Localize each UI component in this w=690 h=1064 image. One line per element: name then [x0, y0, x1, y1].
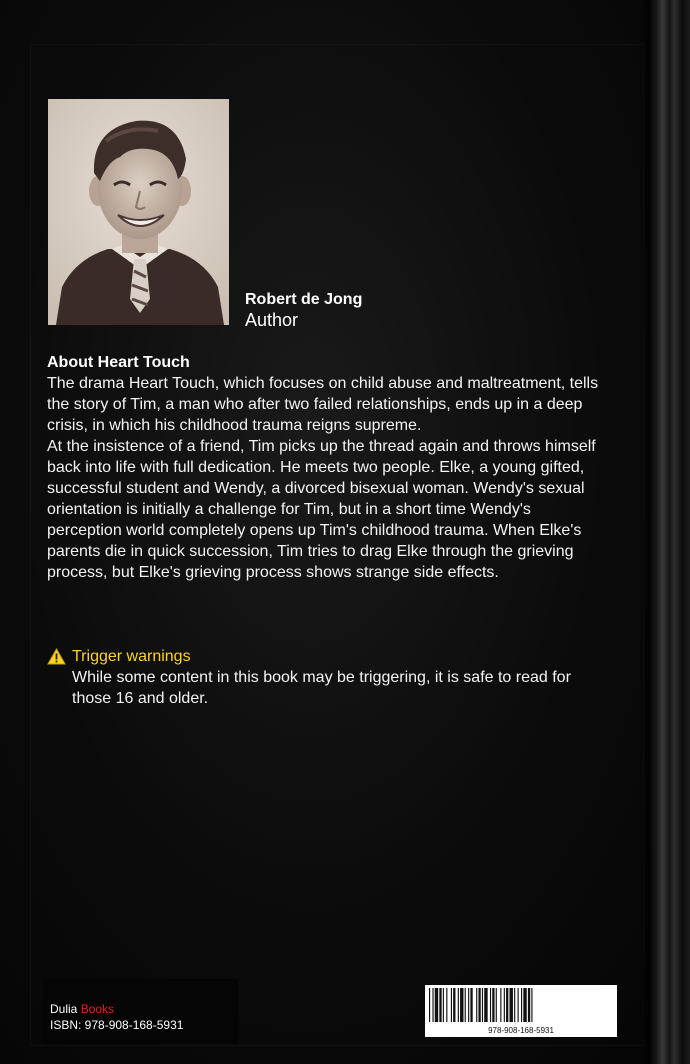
barcode-bar: [500, 988, 501, 1022]
book-spine: [650, 0, 690, 1064]
trigger-warning-header: [47, 646, 607, 667]
barcode-bar: [482, 988, 483, 1022]
barcode-number: 978-908-168-5931: [488, 1026, 554, 1035]
barcode-bar: [518, 988, 519, 1022]
barcode-bar: [506, 988, 508, 1022]
publisher-brand: Dulia: [50, 1002, 78, 1016]
barcode-bar: [496, 988, 497, 1022]
barcode-bar: [470, 988, 472, 1022]
barcode-bar: [443, 988, 444, 1022]
trigger-warning-text: While some content in this book may be triggering, it is safe to read for those 16 and older.: [72, 669, 571, 707]
author-name: Robert de Jong: [245, 291, 363, 308]
spine-shadow: [640, 0, 650, 1064]
barcode-bar: [451, 988, 452, 1022]
barcode-bar: [492, 988, 494, 1022]
isbn-text: ISBN: 978-908-168-5931: [50, 1018, 184, 1032]
author-photo: [48, 99, 229, 325]
barcode-bar: [478, 988, 480, 1022]
author-role: Author: [245, 310, 299, 330]
barcode-bar: [523, 988, 526, 1022]
barcode: [425, 985, 617, 1037]
barcode-bar: [510, 988, 513, 1022]
barcode-bar: [432, 988, 433, 1022]
about-title: About Heart Touch: [47, 354, 190, 371]
barcode-bar: [484, 988, 487, 1022]
barcode-bar: [490, 988, 491, 1022]
about-paragraph: The drama Heart Touch, which focuses on child abuse and maltreatment, tells the story of Tim, a man who after two failed relationships, ends up in a deep crisis, in which his childhood trauma reigns supreme.: [47, 375, 599, 434]
barcode-bar: [439, 988, 441, 1022]
barcode-bar: [514, 988, 515, 1022]
about-section: [47, 353, 607, 583]
publisher-books: Books: [80, 1002, 115, 1016]
trigger-warning-section: [47, 646, 607, 709]
publisher-name: [50, 1002, 114, 1017]
about-paragraph: At the insistence of a friend, Tim picks up the thread again and throws himself back into life with full dedication. He meets two people. Elke, a young gifted, successful student and Wendy, a divorced bisexual woman. Wendy's sexual orientation is initially a challenge for Tim, but in a short time Wendy's perception world completely opens up Tim's childhood trauma. When Elke's parents die in quick succession, Tim tries to drag Elke through the grieving process, but Elke's grieving process shows strange side effects.: [47, 438, 596, 581]
barcode-bars: [425, 985, 617, 1025]
barcode-bar: [458, 988, 459, 1022]
barcode-bar: [531, 988, 532, 1022]
barcode-bar: [465, 988, 466, 1022]
barcode-bar: [460, 988, 463, 1022]
warning-icon: [47, 648, 66, 665]
barcode-bar: [446, 988, 447, 1022]
barcode-bar: [504, 988, 505, 1022]
barcode-bar: [521, 988, 522, 1022]
barcode-bar: [468, 988, 469, 1022]
barcode-bar: [429, 988, 430, 1022]
publisher-block: [42, 979, 238, 1044]
trigger-warning-title: Trigger warnings: [72, 648, 191, 665]
barcode-bar: [528, 988, 530, 1022]
barcode-bar: [476, 988, 477, 1022]
barcode-bar: [453, 988, 455, 1022]
barcode-bar: [435, 988, 438, 1022]
